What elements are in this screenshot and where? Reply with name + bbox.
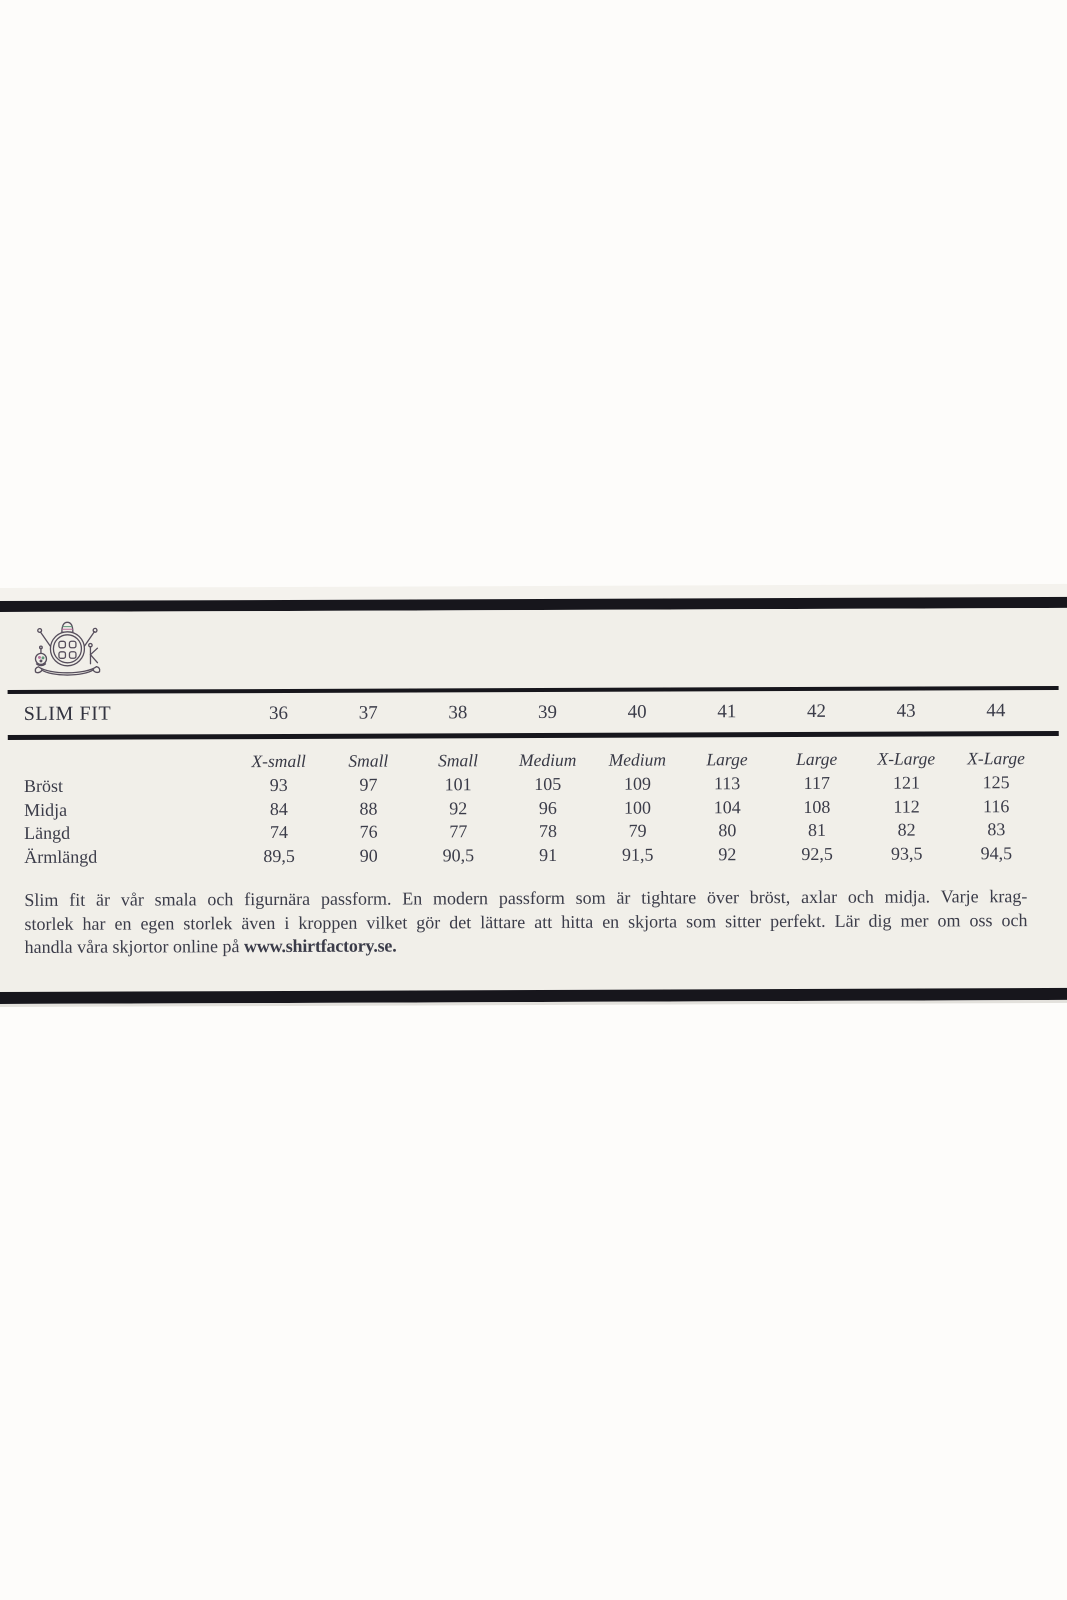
table-cell: 108: [803, 796, 831, 817]
table-cell: 83: [987, 819, 1006, 840]
table-cell: 125: [982, 772, 1010, 793]
table-cell: 112: [893, 796, 920, 817]
measurement-rows: [8, 771, 1059, 869]
table-cell: 101: [444, 774, 472, 795]
table-cell: 91,5: [621, 844, 654, 865]
table-cell: 121: [892, 772, 920, 793]
table-cell: 117: [803, 772, 830, 793]
size-name: Large: [796, 748, 838, 769]
logo-area: [7, 608, 1058, 676]
card-body: [0, 608, 1067, 992]
table-cell: 104: [713, 796, 741, 817]
collar-size: 43: [896, 700, 916, 722]
collar-size: 42: [806, 700, 827, 722]
table-cell: 90: [359, 845, 378, 866]
collar-size: 37: [358, 702, 378, 724]
table-cell: 82: [897, 819, 916, 840]
table-cell: 93: [269, 774, 288, 796]
size-name: Medium: [608, 749, 667, 770]
fit-description: [24, 885, 1027, 959]
size-name: Small: [438, 750, 478, 771]
table-cell: 92: [449, 797, 468, 818]
size-name-row-spacer: [24, 767, 234, 768]
collar-size: 40: [627, 701, 647, 723]
size-name: Large: [706, 749, 748, 770]
collar-size: 44: [986, 700, 1006, 722]
table-cell: 94,5: [980, 842, 1013, 863]
table-cell: 90,5: [442, 844, 475, 865]
measurement-label: Bröst: [23, 775, 64, 796]
table-cell: 79: [628, 820, 647, 841]
shirtfactory-button-crest-logo: [29, 617, 105, 679]
measurement-label: Ärmlängd: [24, 846, 98, 867]
table-cell: 97: [359, 774, 378, 795]
table-cell: 116: [982, 795, 1010, 816]
table-cell: 74: [269, 821, 289, 843]
description-line: storlek har en egen storlek även i kroppen vilket gör det lättare att hitta en skjorta som sitter perfekt. Lär dig mer om oss och: [24, 909, 1028, 934]
size-name: X-Large: [877, 748, 936, 769]
fit-title: SLIM FIT: [23, 702, 112, 725]
table-cell: 96: [538, 797, 557, 818]
website-url: www.shirtfactory.se.: [243, 935, 397, 957]
table-row-armlangd: [8, 841, 1059, 869]
table-cell: 88: [359, 798, 378, 819]
table-cell: 84: [269, 798, 288, 819]
table-cell: 91: [539, 844, 558, 865]
collar-size: 36: [268, 702, 289, 725]
size-name-row: [8, 748, 1059, 773]
table-cell: 113: [713, 773, 741, 794]
table-cell: 92: [718, 843, 737, 864]
measurement-label: Midja: [24, 799, 68, 820]
description-line: Slim fit är vår smala och figurnära passform. En modern passform som är tightare över bröst, axlar och midja. Varje krag-: [24, 886, 1028, 910]
description-text: handla våra skjortor online på: [24, 936, 245, 957]
table-cell: 100: [623, 797, 652, 818]
measurement-label: Längd: [24, 822, 71, 843]
size-name: Small: [348, 750, 389, 771]
collar-size: 41: [717, 701, 737, 723]
collar-size-header-row: [8, 690, 1059, 735]
table-cell: 77: [449, 821, 468, 842]
size-guide-card: [0, 584, 1067, 1007]
table-cell: 109: [623, 773, 651, 794]
table-cell: 89,5: [263, 845, 295, 866]
table-cell: 81: [807, 819, 826, 840]
size-name: X-Large: [967, 748, 1025, 769]
table-cell: 80: [718, 820, 737, 841]
size-name: X-small: [251, 750, 306, 772]
table-cell: 93,5: [890, 843, 923, 864]
collar-size: 38: [448, 702, 468, 724]
table-cell: 92,5: [801, 843, 833, 864]
table-cell: 76: [359, 821, 378, 842]
collar-size: 39: [537, 701, 558, 723]
size-name: Medium: [518, 749, 577, 771]
table-cell: 78: [538, 820, 557, 841]
table-cell: 105: [534, 773, 562, 794]
